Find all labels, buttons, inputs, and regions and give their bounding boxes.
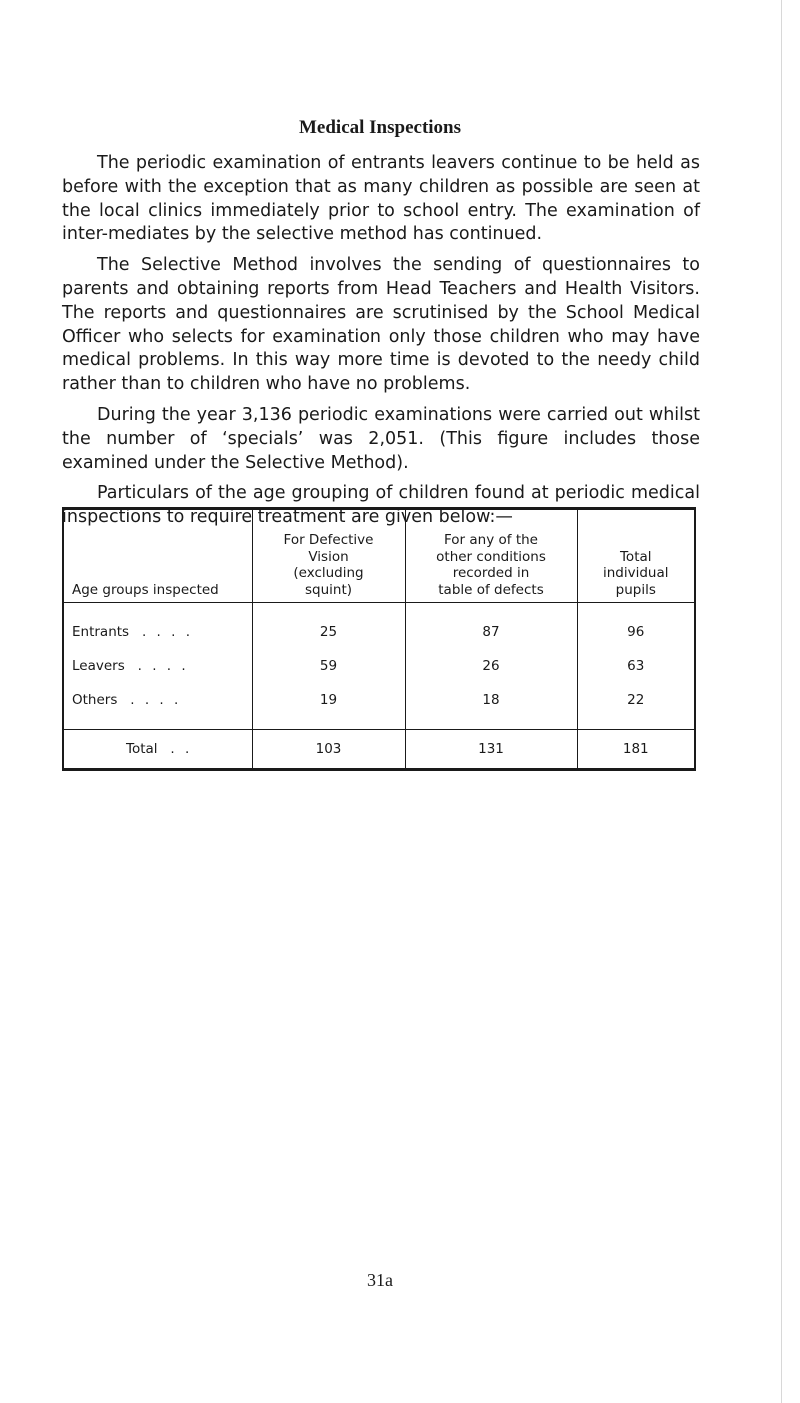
row-label: Leavers . . . . bbox=[72, 658, 189, 675]
row-label: Others . . . . bbox=[72, 691, 182, 708]
cell-vision: 25 bbox=[252, 615, 405, 649]
page-number: 31a bbox=[367, 1270, 393, 1290]
cell-total: 96 bbox=[577, 615, 694, 649]
age-groups-table bbox=[62, 507, 696, 771]
paragraph-3: During the year 3,136 periodic examinations were carried out whilst the number of ‘specials’ was 2,051. (This figure includes those examined under the Selective Method). bbox=[62, 404, 700, 473]
page-title: Medical Inspections bbox=[298, 117, 462, 138]
table-row bbox=[64, 649, 694, 683]
paragraph-1: The periodic examination of entrants leavers continue to be held as before with the exception that as many children as possible are seen at the local clinics immediately prior to school entry. The examination of inter-mediates by the selective method has continued. bbox=[62, 153, 700, 245]
table-spacer bbox=[64, 603, 694, 616]
table-header-row bbox=[64, 510, 694, 603]
cell-vision: 19 bbox=[252, 683, 405, 717]
table-spacer bbox=[64, 717, 694, 730]
header-other-conditions: For any of the other conditions recorded in table of defects bbox=[405, 510, 577, 603]
page-edge-line bbox=[781, 0, 782, 1403]
total-label: Total . . bbox=[64, 730, 252, 768]
total-pupils: 181 bbox=[577, 730, 694, 768]
header-age-groups: Age groups inspected bbox=[64, 510, 252, 603]
header-total-pupils: Total individual pupils bbox=[577, 510, 694, 603]
cell-other: 26 bbox=[405, 649, 577, 683]
cell-vision: 59 bbox=[252, 649, 405, 683]
paragraph-2: The Selective Method involves the sending of questionnaires to parents and obtaining reports from Head Teachers and Health Visitors. The reports and questionnaires are scrutinised by the School Medical Officer who selects for examination only those children who may have medical problems. In this way more time is devoted to the needy child rather than to children who have no problems. bbox=[62, 255, 700, 395]
cell-other: 18 bbox=[405, 683, 577, 717]
table-total-row bbox=[64, 730, 694, 768]
body-text bbox=[62, 152, 700, 537]
total-other: 131 bbox=[405, 730, 577, 768]
table-row bbox=[64, 683, 694, 717]
row-label: Entrants . . . . bbox=[72, 624, 194, 641]
total-vision: 103 bbox=[252, 730, 405, 768]
cell-total: 63 bbox=[577, 649, 694, 683]
header-defective-vision: For Defective Vision (excluding squint) bbox=[252, 510, 405, 603]
cell-total: 22 bbox=[577, 683, 694, 717]
paragraph-4: Particulars of the age grouping of children found at periodic medical inspections to require treatment are given below:— bbox=[62, 483, 700, 528]
table-row bbox=[64, 615, 694, 649]
cell-other: 87 bbox=[405, 615, 577, 649]
